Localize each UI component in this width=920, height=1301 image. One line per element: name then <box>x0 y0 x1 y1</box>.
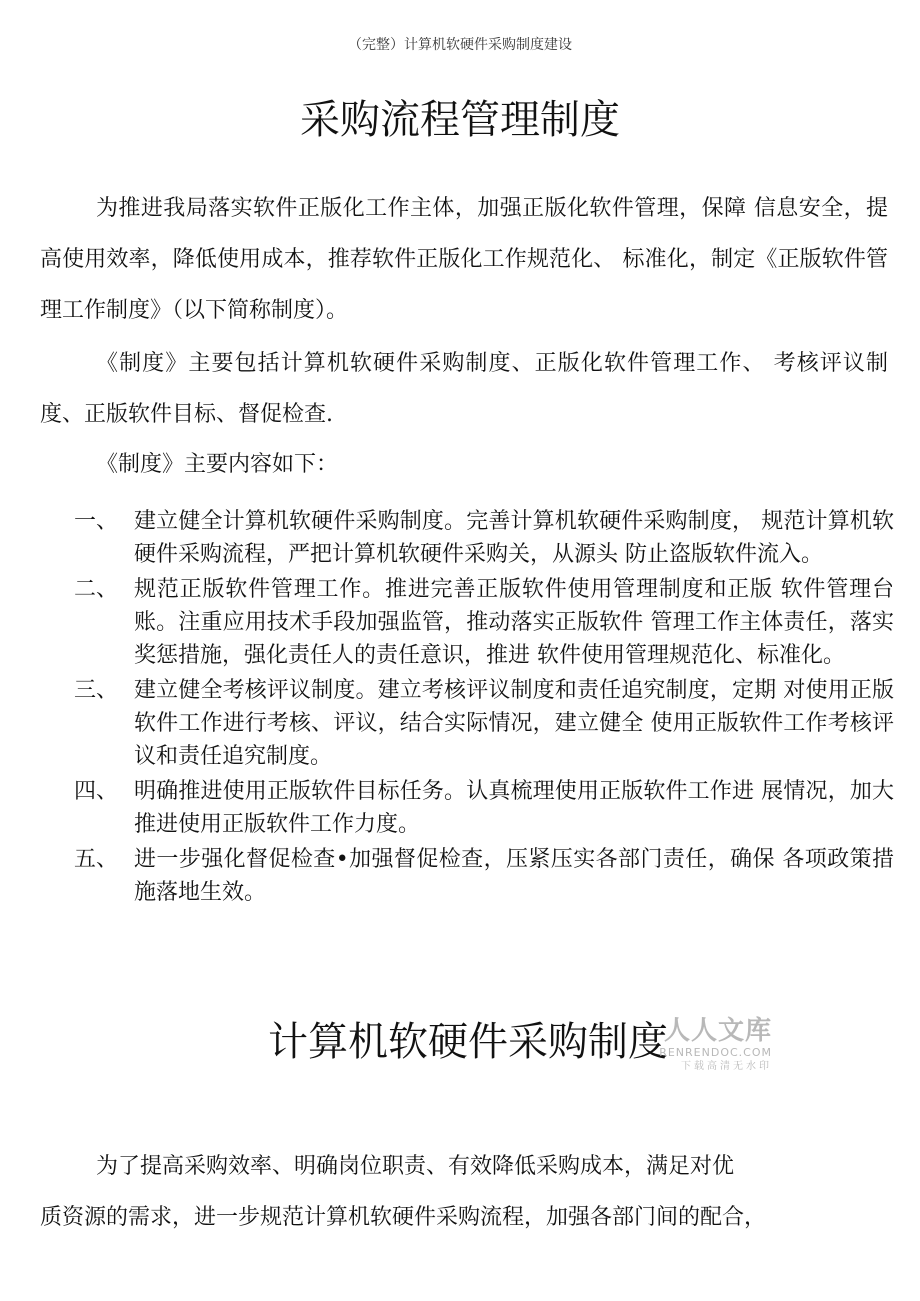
list-item-text: 进一步强化督促检查•加强督促检查，压紧压实各部门责任，确保 各项政策措施落地生效。 <box>134 847 894 905</box>
running-header: （完整）计算机软硬件采购制度建设 <box>348 37 572 53</box>
list-item-text: 建立健全考核评议制度。建立考核评议制度和责任追究制度，定期 对使用正版软件工作进行考核、评议，结合实际情况，建立健全 使用正版软件工作考核评议和责任追究制度。 <box>134 678 894 769</box>
page-title: 采购流程管理制度 <box>300 97 620 143</box>
content-list <box>74 505 894 911</box>
procurement-paragraph-line1: 为了提高采购效率、明确岗位职责、有效降低采购成本，满足对优 <box>96 1154 735 1179</box>
watermark-logo <box>650 1016 772 1080</box>
contents-lead: 《制度》主要内容如下： <box>96 452 339 477</box>
list-item-number: 三、 <box>74 678 119 703</box>
list-item-number: 二、 <box>74 577 119 602</box>
watermark-brand: 人人文库 <box>663 1016 772 1046</box>
procurement-paragraph-line2: 质资源的需求，进一步规范计算机软硬件采购流程，加强各部门间的配合， <box>40 1205 767 1230</box>
watermark-domain: RENRENDOC.COM <box>659 1046 772 1059</box>
intro-paragraph: 为推进我局落实软件正版化工作主体，加强正版化软件管理，保障 信息安全，提高使用效率，降低使用成本，推荐软件正版化工作规范化、 标准化，制定《正版软件管理工作制度》（以下简称制度）。 <box>40 196 888 323</box>
list-item <box>74 505 894 571</box>
section-title: 计算机软硬件采购制度 <box>268 1019 668 1065</box>
list-item-number: 五、 <box>74 847 119 872</box>
list-item-text: 规范正版软件管理工作。推进完善正版软件使用管理制度和正版 软件管理台账。注重应用技术手段加强监管，推动落实正版软件 管理工作主体责任，落实奖惩措施，强化责任人的责任意识，推进 软件使用管理规范化、标准化。 <box>134 577 894 668</box>
list-item <box>74 674 894 773</box>
list-item-text: 建立健全计算机软硬件采购制度。完善计算机软硬件采购制度， 规范计算机软硬件采购流程，严把计算机软硬件采购关，从源头 防止盗版软件流入。 <box>134 509 894 567</box>
list-item <box>74 843 894 909</box>
list-item <box>74 775 894 841</box>
watermark-tagline: 下载高清无水印 <box>681 1061 772 1072</box>
scope-paragraph: 《制度》主要包括计算机软硬件采购制度、正版化软件管理工作、 考核评议制度、正版软件目标、督促检查. <box>40 351 888 427</box>
list-item-number: 四、 <box>74 779 119 804</box>
list-item <box>74 573 894 672</box>
list-item-number: 一、 <box>74 509 119 534</box>
list-item-text: 明确推进使用正版软件目标任务。认真梳理使用正版软件工作进 展情况，加大推进使用正版软件工作力度。 <box>134 779 894 837</box>
